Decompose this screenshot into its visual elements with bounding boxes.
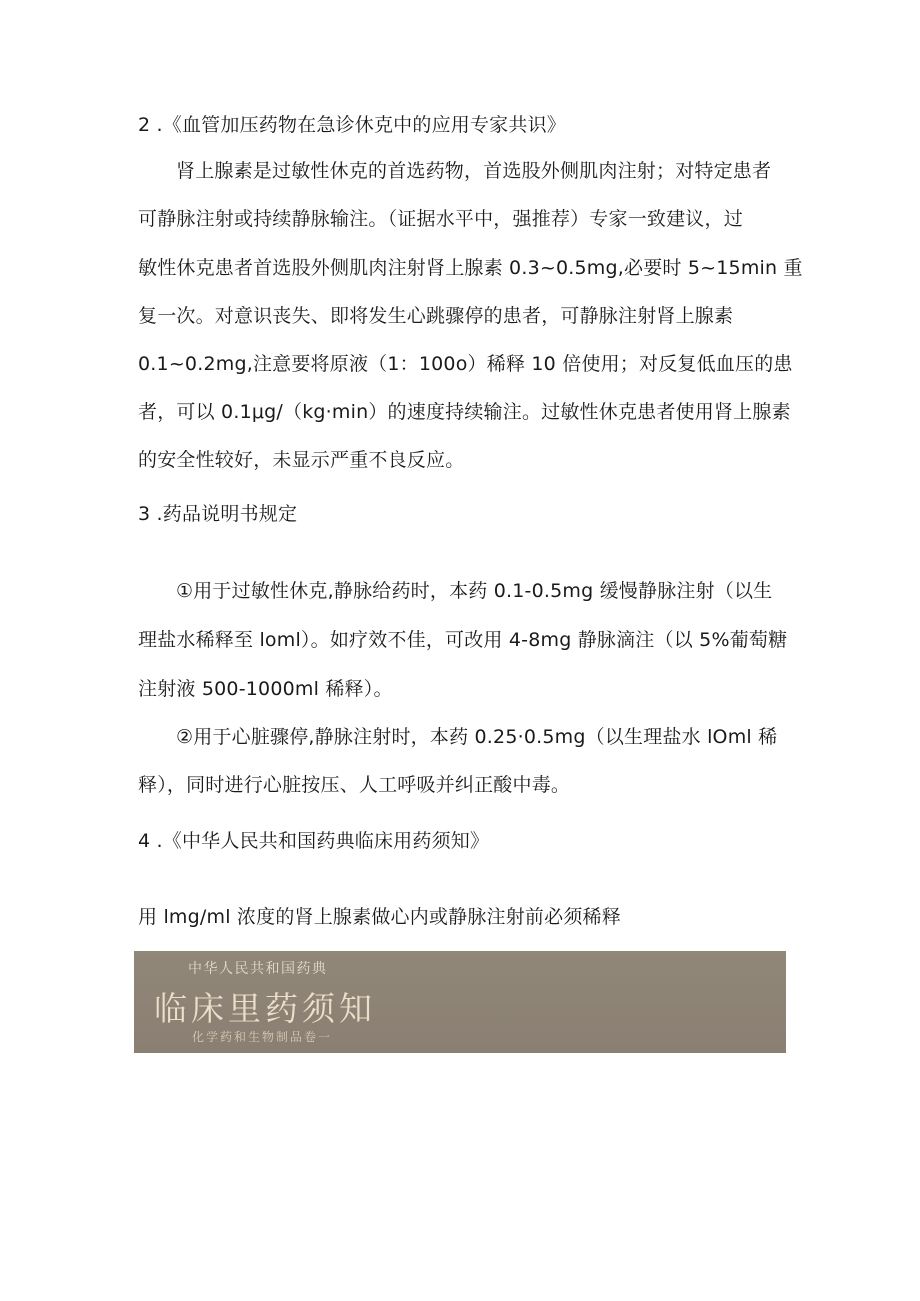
cover-top-title: 中华人民共和国药典 xyxy=(188,961,328,977)
section-2-heading: 2 .《血管加压药物在急诊休克中的应用专家共识》 xyxy=(138,114,566,136)
section-4-heading: 4 .《中华人民共和国药典临床用药须知》 xyxy=(138,830,490,852)
book-cover-image xyxy=(134,951,786,1053)
section-4-line: 用 lmg/ml 浓度的肾上腺素做心内或静脉注射前必须稀释 xyxy=(138,906,621,928)
section-3-item-2-line-1: ②用于心脏骤停,静脉注射时，本药 0.25·0.5mg（以生理盐水 lOml 稀 xyxy=(176,726,778,748)
section-2-line-7: 的安全性较好，未显示严重不良反应。 xyxy=(138,449,465,471)
section-2-line-6: 者，可以 0.1μg∕（kg·min）的速度持续输注。过敏性休克患者使用肾上腺素 xyxy=(138,401,791,423)
section-2-line-2: 可静脉注射或持续静脉输注。（证据水平中，强推荐）专家一致建议，过 xyxy=(138,208,743,230)
section-2-line-4: 复一次。对意识丧失、即将发生心跳骤停的患者，可静脉注射肾上腺素 xyxy=(138,305,734,327)
section-2-line-1: 肾上腺素是过敏性休克的首选药物，首选股外侧肌肉注射；对特定患者 xyxy=(176,160,772,182)
section-3-heading: 3 .药品说明书规定 xyxy=(138,503,298,525)
section-2-line-3: 敏性休克患者首选股外侧肌肉注射肾上腺素 0.3~0.5mg,必要时 5~15min 重 xyxy=(138,257,803,279)
section-3-item-1-line-2: 理盐水稀释至 loml）。如疗效不佳，可改用 4-8mg 静脉滴注（以 5%葡萄糖 xyxy=(138,629,788,651)
cover-subtitle: 化学药和生物制品卷一 xyxy=(192,1030,333,1044)
section-2-line-5: 0.1~0.2mg,注意要将原液（1：100o）稀释 10 倍使用；对反复低血压的患 xyxy=(138,353,793,375)
cover-main-title: 临床里药须知 xyxy=(154,989,376,1028)
section-3-item-1-line-1: ①用于过敏性休克,静脉给药时，本药 0.1-0.5mg 缓慢静脉注射（以生 xyxy=(176,580,773,602)
section-3-item-2-line-2: 释），同时进行心脏按压、人工呼吸并纠正酸中毒。 xyxy=(138,774,571,796)
section-3-item-1-line-3: 注射液 500-1000ml 稀释）。 xyxy=(138,678,393,700)
